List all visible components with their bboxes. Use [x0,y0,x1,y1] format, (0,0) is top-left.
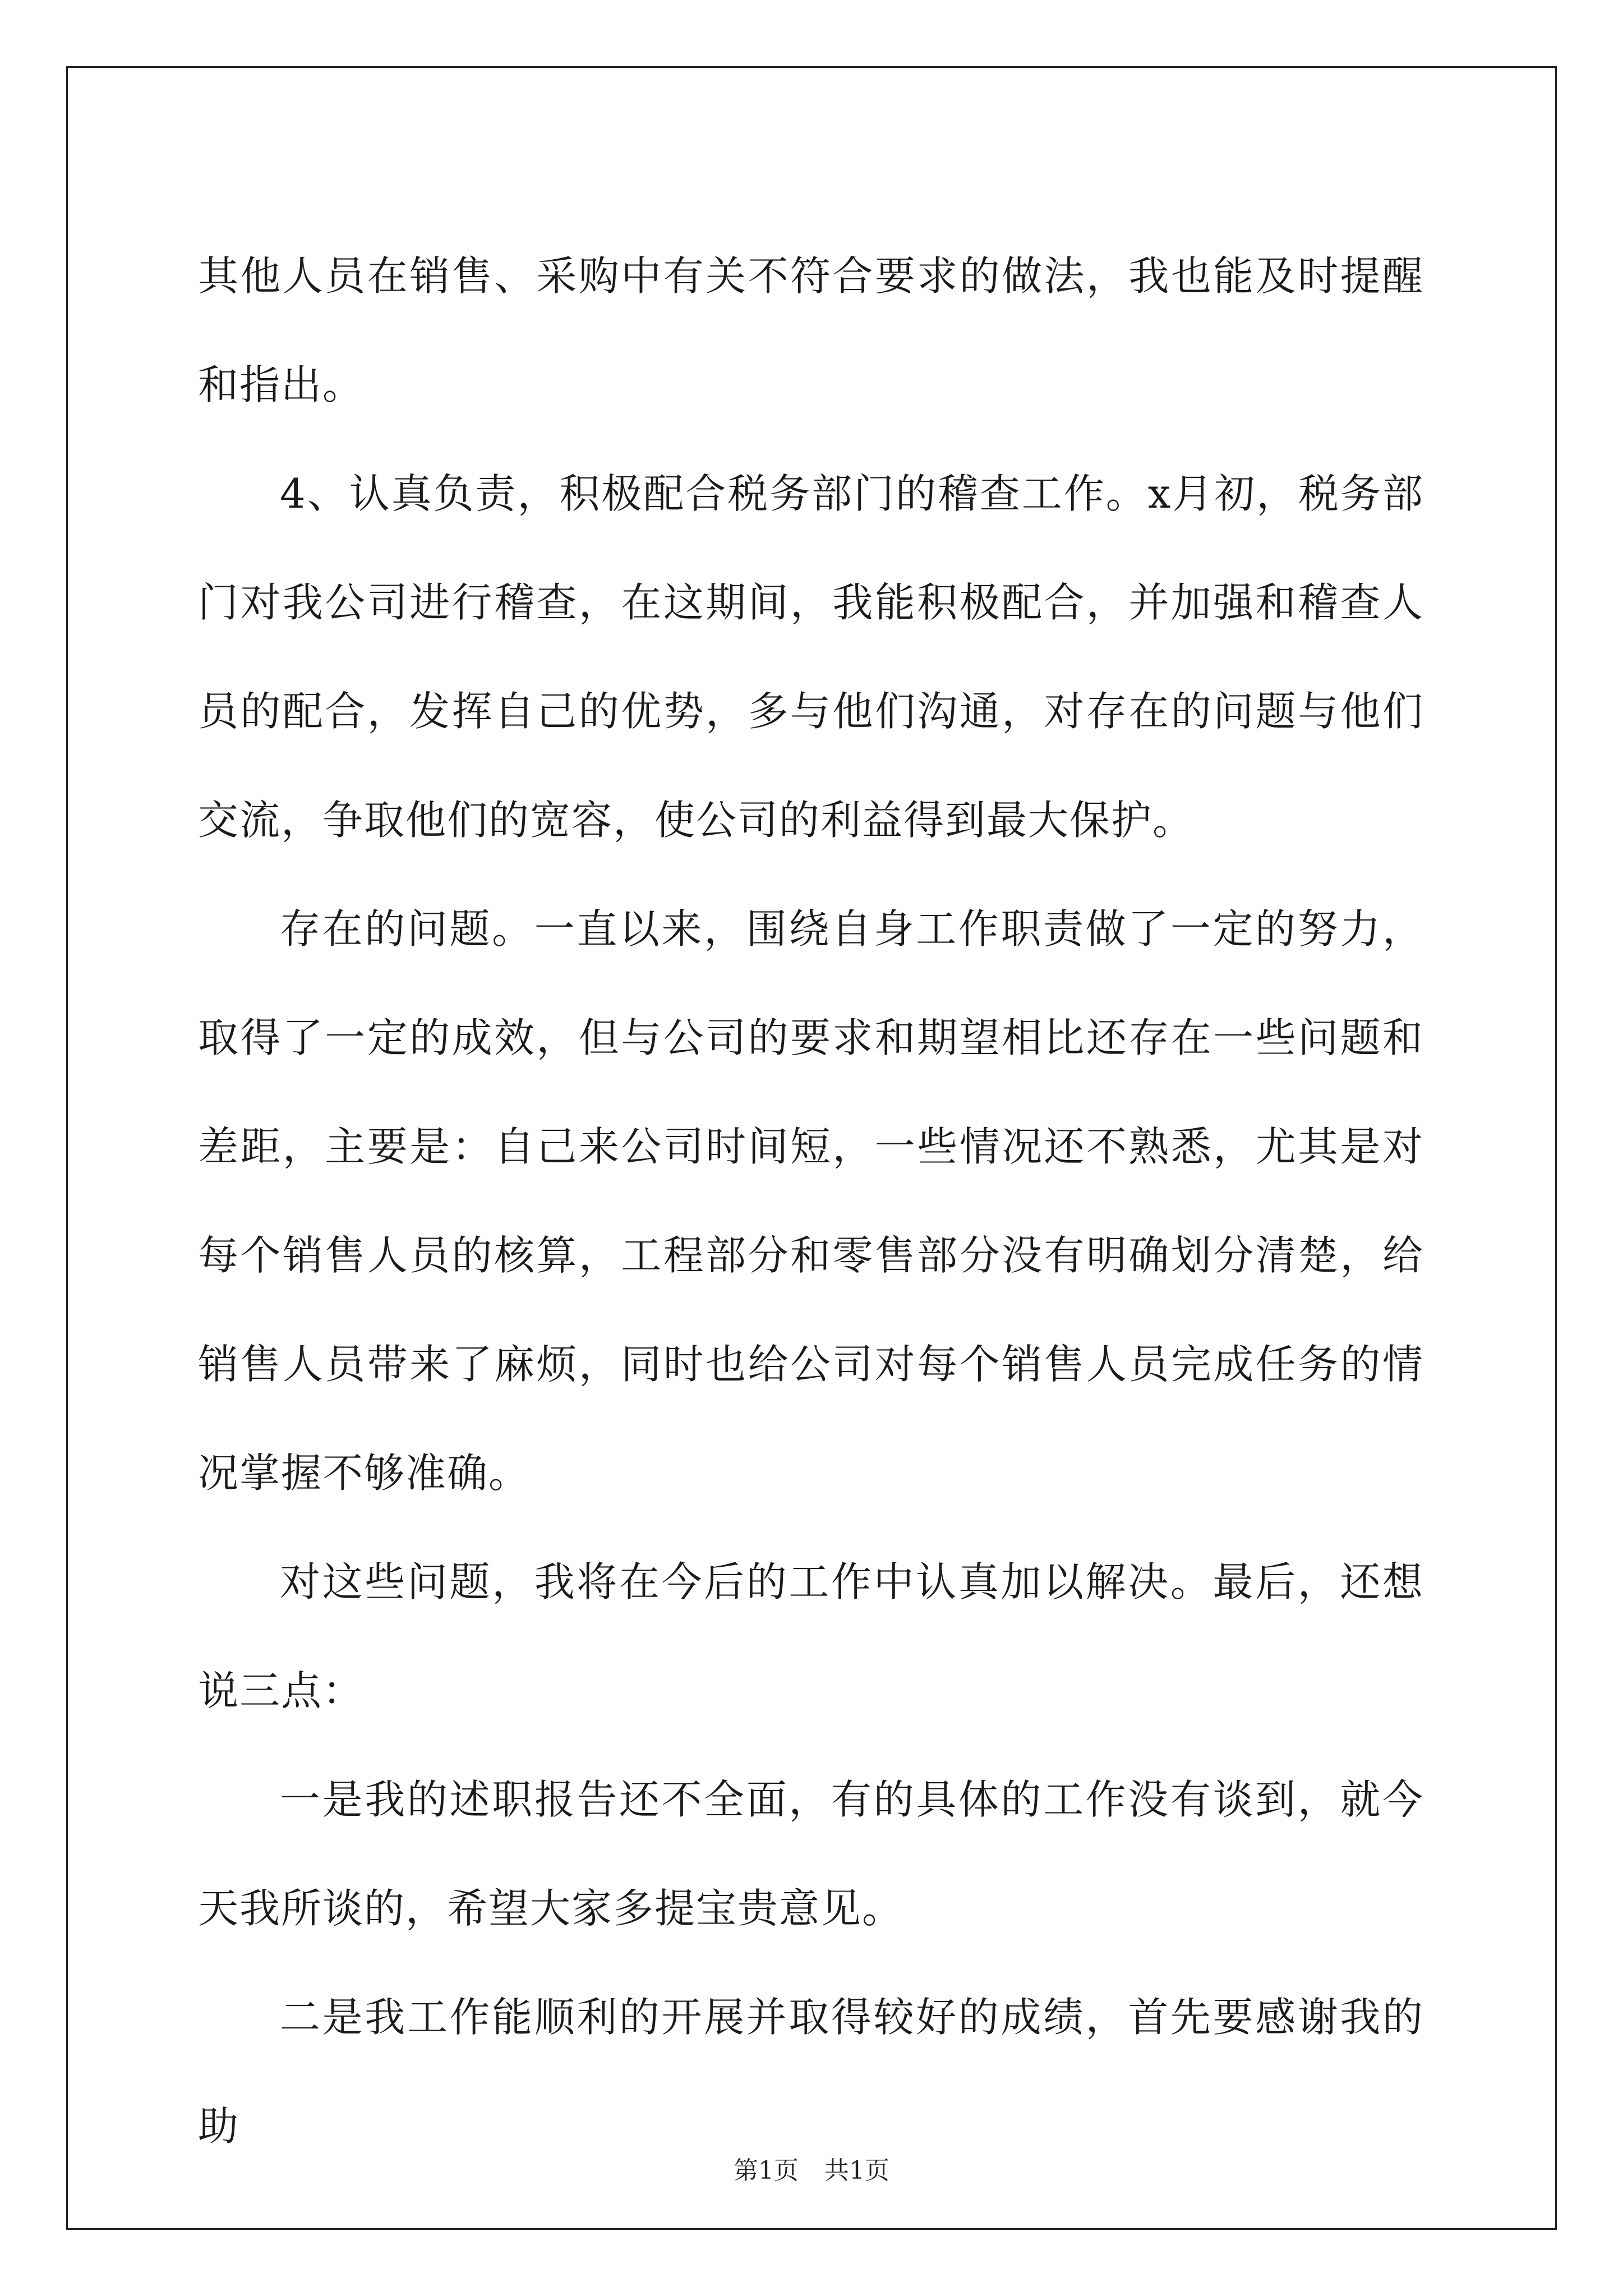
paragraph-5: 一是我的述职报告还不全面，有的具体的工作没有谈到，就今天我所谈的，希望大家多提宝贵意见。 [198,1776,1424,1932]
paragraph-3: 存在的问题。一直以来，围绕自身工作职责做了一定的努力，取得了一定的成效，但与公司的要求和期望相比还存在一些问题和差距，主要是：自己来公司时间短，一些情况还不熟悉，尤其是对每个销售人员的核算，工程部分和零售部分没有明确划分清楚，给销售人员带来了麻烦，同时也给公司对每个销售人员完成任务的情况掌握不够准确。 [198,905,1424,1497]
document-body [198,222,1424,2180]
paragraph-1: 其他人员在销售、采购中有关不符合要求的做法，我也能及时提醒和指出。 [198,252,1424,408]
page-total: 共1页 [824,2156,889,2185]
page-number: 第1页 [734,2156,799,2185]
paragraph-6: 二是我工作能顺利的开展并取得较好的成绩，首先要感谢我的助 [198,1994,1424,2150]
page-footer [0,2154,1623,2188]
paragraph-2: 4、认真负责，积极配合税务部门的稽查工作。x月初，税务部门对我公司进行稽查，在这期间，我能积极配合，并加强和稽查人员的配合，发挥自己的优势，多与他们沟通，对存在的问题与他们交流，争取他们的宽容，使公司的利益得到最大保护。 [198,470,1424,844]
paragraph-4: 对这些问题，我将在今后的工作中认真加以解决。最后，还想说三点： [198,1558,1424,1714]
